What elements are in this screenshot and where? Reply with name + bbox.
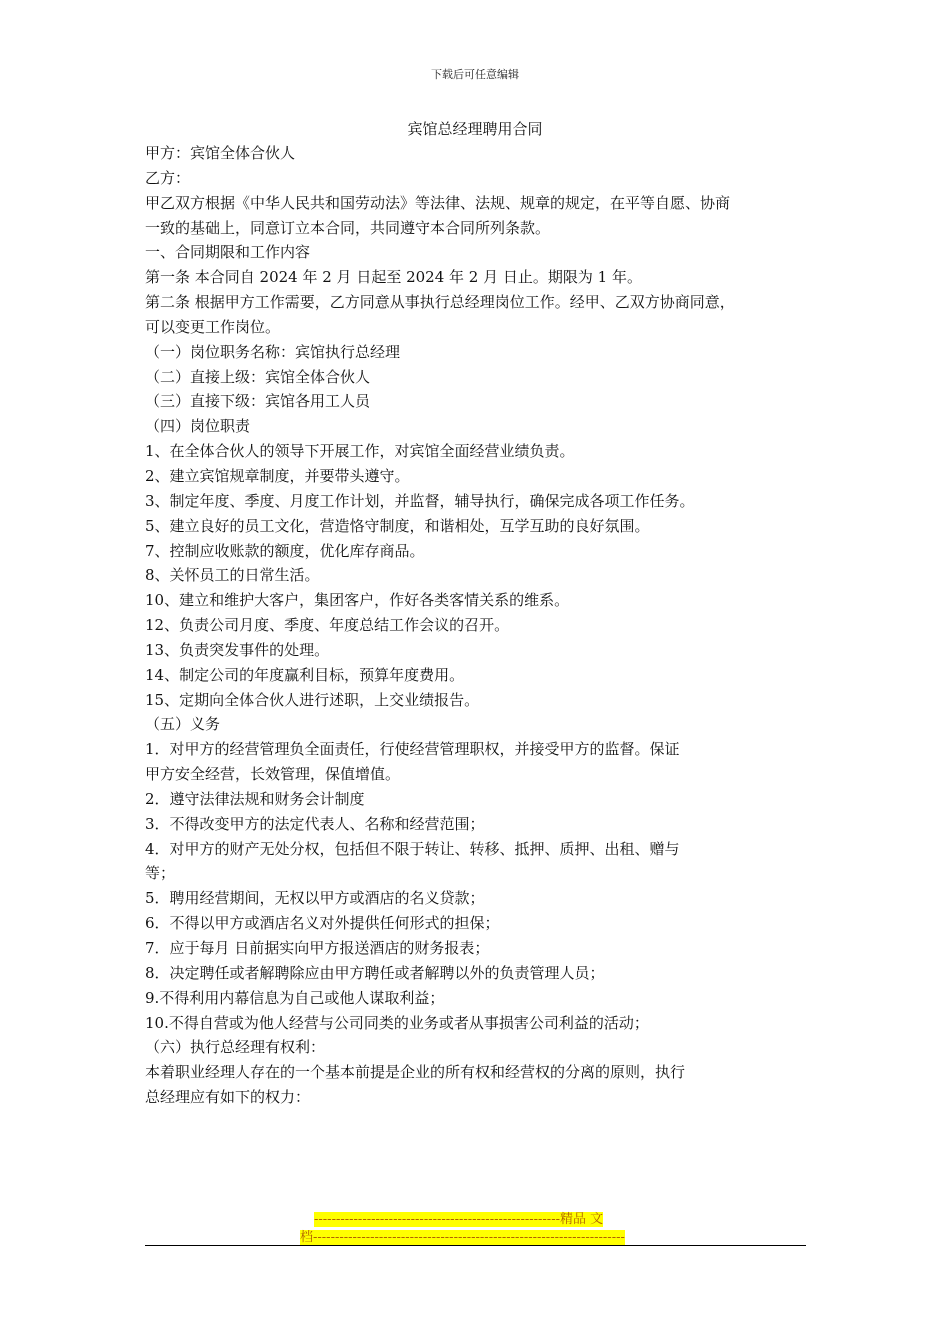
document-title: 宾馆总经理聘用合同 <box>407 120 543 138</box>
subsection-heading: （五）义务 <box>145 715 221 734</box>
obligation-item: 甲方安全经营，长效管理，保值增值。 <box>145 765 401 784</box>
obligation-item: 8．决定聘任或者解聘除应由甲方聘任或者解聘以外的负责管理人员； <box>145 963 605 982</box>
duty-item: 1、在全体合伙人的领导下开展工作，对宾馆全面经营业绩负责。 <box>145 442 575 461</box>
article-line: 第二条 根据甲方工作需要，乙方同意从事执行总经理岗位工作。经甲、乙双方协商同意， <box>145 293 735 312</box>
duty-item: 2、建立宾馆规章制度，并要带头遵守。 <box>145 466 410 485</box>
subsection-line: （一）岗位职务名称：宾馆执行总经理 <box>145 342 401 361</box>
rights-paragraph-line: 本着职业经理人存在的一个基本前提是企业的所有权和经营权的分离的原则，执行 <box>145 1063 686 1082</box>
article-line: 第一条 本合同自 2024 年 2 月 日起至 2024 年 2 月 日止。期限为 1 年。 <box>145 268 642 287</box>
party-b-line: 乙方： <box>145 168 191 187</box>
article-line: 可以变更工作岗位。 <box>145 317 281 336</box>
preamble-line: 甲乙双方根据《中华人民共和国劳动法》等法律、法规、规章的规定，在平等自愿、协商 <box>145 193 731 212</box>
obligation-item: 等； <box>145 864 176 883</box>
obligation-item: 4．对甲方的财产无处分权，包括但不限于转让、转移、抵押、质押、出租、赠与 <box>145 839 680 858</box>
preamble-line: 一致的基础上，同意订立本合同，共同遵守本合同所列条款。 <box>145 218 551 237</box>
duty-item: 5、建立良好的员工文化，营造恪守制度，和谐相处，互学互助的良好氛围。 <box>145 516 650 535</box>
footer-divider <box>145 1245 806 1246</box>
subsection-heading: （六）执行总经理有权利： <box>145 1038 326 1057</box>
obligation-item: 9.不得利用内幕信息为自己或他人谋取利益； <box>145 988 445 1007</box>
rights-paragraph-line: 总经理应有如下的权力： <box>145 1088 311 1107</box>
obligation-item: 7．应于每月 日前据实向甲方报送酒店的财务报表； <box>145 939 490 957</box>
obligation-item: 3．不得改变甲方的法定代表人、名称和经营范围； <box>145 814 485 833</box>
obligation-item: 5．聘用经营期间，无权以甲方或酒店的名义贷款； <box>145 889 485 908</box>
contract-body <box>145 141 810 1110</box>
duty-item: 10、建立和维护大客户，集团客户，作好各类客情关系的维系。 <box>145 591 570 610</box>
obligation-item: 1．对甲方的经营管理负全面责任，行使经营管理职权，并接受甲方的监督。保证 <box>145 740 680 759</box>
obligation-item: 6．不得以甲方或酒店名义对外提供任何形式的担保； <box>145 914 500 933</box>
obligation-item: 2．遵守法律法规和财务会计制度 <box>145 789 365 808</box>
subsection-line: （三）直接下级：宾馆各用工人员 <box>145 392 371 411</box>
duty-item: 7、控制应收账款的额度，优化库存商品。 <box>145 541 425 560</box>
section-heading: 一、合同期限和工作内容 <box>145 243 311 262</box>
footer-banner-line-1: --------------------------------------------------------精品 文 <box>314 1212 604 1227</box>
page-header-note: 下载后可任意编辑 <box>431 68 519 81</box>
footer-banner <box>300 1211 645 1247</box>
subsection-line: （二）直接上级：宾馆全体合伙人 <box>145 367 371 386</box>
subsection-heading: （四）岗位职责 <box>145 417 251 436</box>
footer-banner-line-2: 档----------------------------------------------------------------------- <box>300 1230 625 1245</box>
duty-item: 15、定期向全体合伙人进行述职，上交业绩报告。 <box>145 690 480 709</box>
obligation-item: 10.不得自营或为他人经营与公司同类的业务或者从事损害公司利益的活动； <box>145 1013 649 1032</box>
duty-item: 12、负责公司月度、季度、年度总结工作会议的召开。 <box>145 616 510 635</box>
duty-item: 14、制定公司的年度赢利目标，预算年度费用。 <box>145 665 465 684</box>
party-a-line: 甲方：宾馆全体合伙人 <box>145 144 296 162</box>
duty-item: 3、制定年度、季度、月度工作计划，并监督，辅导执行，确保完成各项工作任务。 <box>145 491 695 510</box>
duty-item: 8、关怀员工的日常生活。 <box>145 566 320 585</box>
duty-item: 13、负责突发事件的处理。 <box>145 640 330 659</box>
